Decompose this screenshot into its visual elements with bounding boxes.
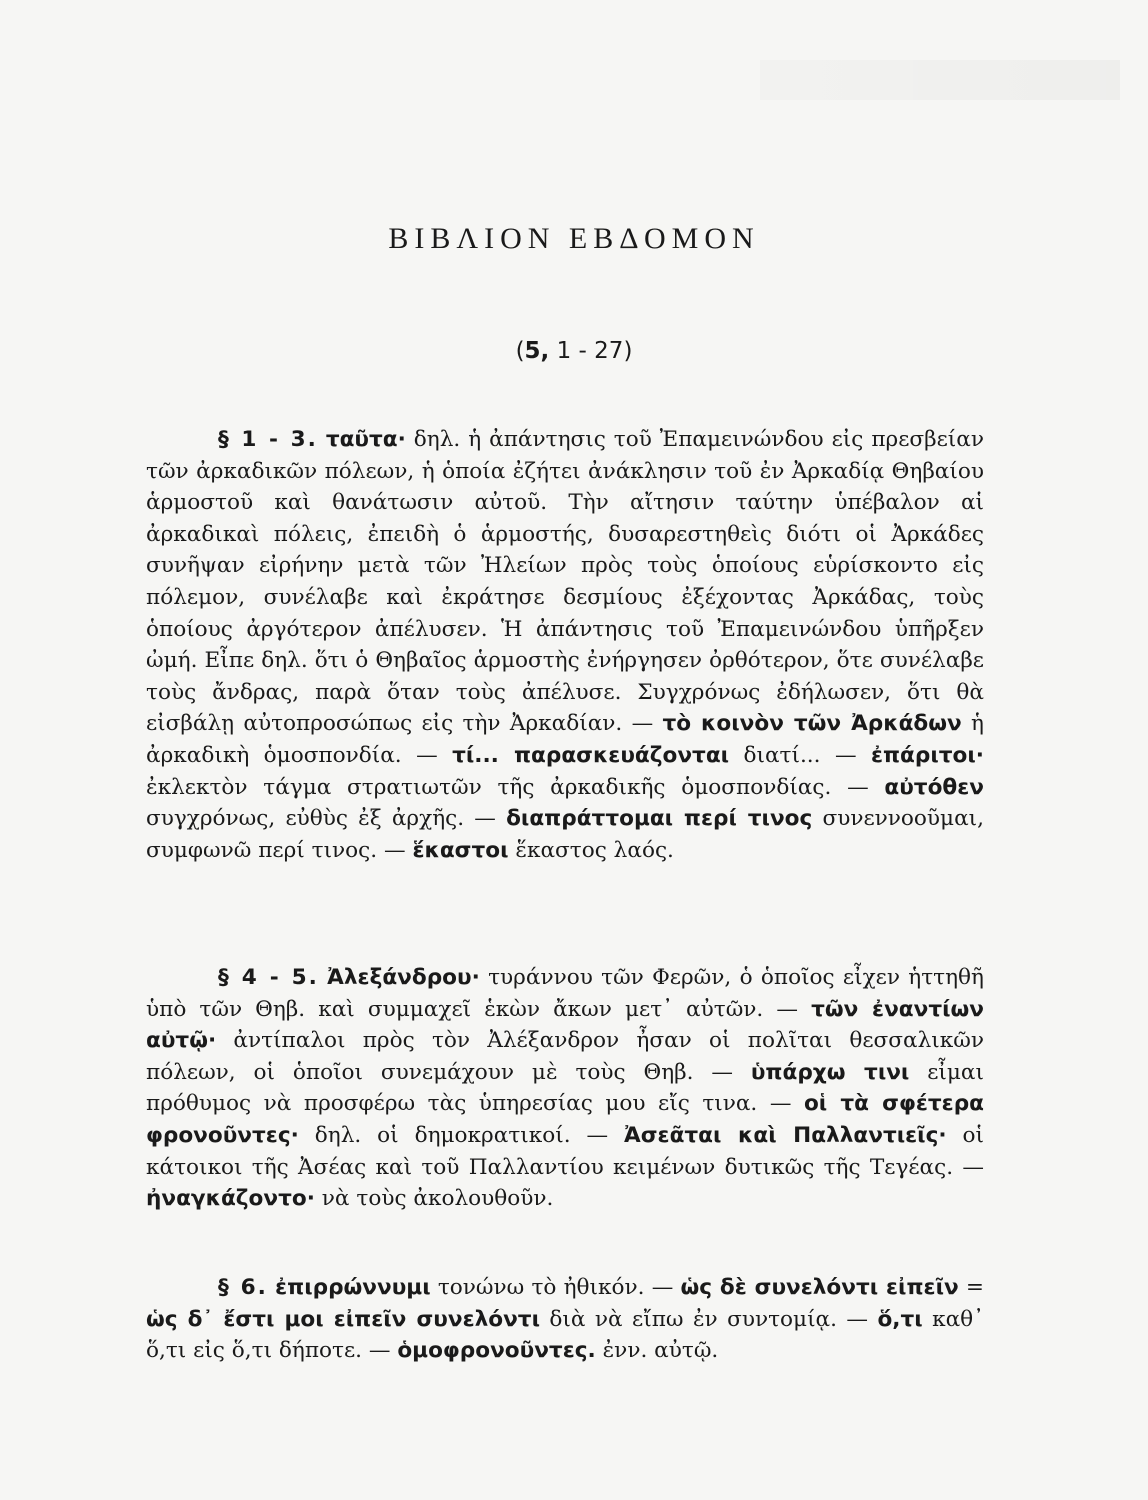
gloss: τονώνω τὸ ἠθικόν. — [430, 1275, 681, 1300]
lemma: ὡς δὲ συνελόντι εἰπεῖν [680, 1275, 959, 1300]
lemma: ὑπάρχω τινι [750, 1059, 910, 1085]
lemma: ταῦτα· [325, 427, 406, 452]
gloss: καθ᾽ ὅ,τι εἰς ὅ,τι δήποτε. — [146, 1306, 984, 1364]
chapter-range [0, 338, 1148, 364]
lemma: ἕκαστοι [412, 837, 509, 863]
gloss: οἱ κάτοικοι τῆς Ἀσέας καὶ τοῦ Παλλαντίου κειμένων δυτικῶς τῆς Τεγέας. — [146, 1122, 985, 1180]
gloss: ἐκλεκτὸν τάγμα στρατιωτῶν τῆς ἀρκαδικῆς ὁμοσπονδίας. — [146, 774, 885, 800]
lemma: αὐτόθεν [884, 774, 984, 800]
section-marker: § 1 - 3. [218, 427, 318, 452]
commentary-paragraph [146, 1272, 984, 1367]
gloss: ἡ ἀρκαδικὴ ὁμοσπονδία. — [146, 711, 984, 768]
gloss: συνεννοοῦμαι, συμφωνῶ περί τινος. — [146, 806, 985, 863]
bleed-through-shadow [760, 60, 1120, 100]
section-marker: § 4 - 5. [218, 965, 319, 990]
gloss: διατί... — [729, 742, 871, 768]
section-marker: § 6. [218, 1275, 268, 1300]
gloss: = [958, 1275, 985, 1300]
gloss: τυράννου τῶν Φερῶν, ὁ ὁποῖος εἶχεν ἡττηθῆ ὑπὸ τῶν Θηβ. καὶ συμμαχεῖ ἑκὼν ἄκων μετ᾽ αὐτῶν. — [146, 965, 984, 1022]
lemma: ἐπιρρώννυμι [275, 1275, 431, 1300]
gloss: ἀντίπαλοι πρὸς τὸν Ἀλέξανδρον ἦσαν οἱ πολῖται θεσσαλικῶν πόλεων, οἱ ὁποῖοι συνεμάχουν μὲ τοὺς Θηβ. — [146, 1028, 984, 1085]
page-title: ΒΙΒΛΙΟΝ ΕΒΔΟΜΟΝ [388, 222, 760, 255]
lemma: ὡς δ᾽ ἔστι μοι εἰπεῖν συνελόντι [146, 1306, 540, 1332]
lemma: ἠναγκάζοντο· [146, 1186, 315, 1212]
lemma: τῶν ἐναντίων αὐτῷ· [146, 996, 984, 1054]
commentary-paragraph [146, 962, 984, 1215]
gloss: εἶμαι πρόθυμος νὰ προσφέρω τὰς ὑπηρεσίας μου εἴς τινα. — [146, 1059, 984, 1117]
commentary-paragraph [146, 424, 984, 866]
lemma: Ἀλεξάνδρου· [327, 965, 480, 990]
lemma: ὅ,τι [877, 1306, 923, 1332]
lemma: ὁμοφρονοῦντες. [397, 1338, 596, 1364]
lemma: τί... παρασκευάζονται [452, 742, 730, 768]
range-open: ( [515, 338, 525, 364]
lemma: ἐπάριτοι· [870, 742, 984, 768]
lemma: Ἀσεᾶται καὶ Παλλαντιεῖς· [624, 1122, 947, 1148]
gloss: ἐνν. αὐτῷ. [595, 1338, 719, 1364]
gloss: συγχρόνως, εὐθὺς ἐξ ἀρχῆς. — [146, 806, 507, 832]
range-verses: 1 - 27 [549, 338, 624, 364]
gloss: νὰ τοὺς ἀκολουθοῦν. [314, 1186, 554, 1212]
range-close: ) [623, 338, 633, 364]
range-chapter: 5, [524, 338, 550, 364]
lemma: τὸ κοινὸν τῶν Ἀρκάδων [662, 711, 962, 737]
gloss: δηλ. ἡ ἀπάντησις τοῦ Ἐπαμεινώνδου εἰς πρεσβείαν τῶν ἀρκαδικῶν πόλεων, ἡ ὁποία ἐζήτει ἀνάκλησιν τοῦ ἐν Ἀρκαδίᾳ Θηβαίου ἁρμοστοῦ καὶ θανάτωσιν αὐτοῦ. Τὴν αἴτησιν ταύτην ὑπέβαλον αἱ ἀρκαδικαὶ πόλεις, ἐπειδὴ ὁ ἁρμοστής, δυσαρεστηθεὶς διότι οἱ Ἀρκάδες συνῆψαν εἰρήνην μετὰ τῶν Ἠλείων πρὸς τοὺς ὁποίους εὑρίσκοντο εἰς πόλεμον, συνέλαβε καὶ ἐκράτησε δεσμίους ἐξέχοντας Ἀρκάδας, τοὺς ὁποίους ἀργότερον ἀπέλυσεν. Ἡ ἀπάντησις τοῦ Ἐπαμεινώνδου ὑπῆρξεν ὠμή. Εἶπε δηλ. ὅτι ὁ Θηβαῖος ἁρμοστὴς ἐνήργησεν ὀρθότερον, ὅτε συνέλαβε τοὺς ἄνδρας, παρὰ ὅταν τοὺς ἀπέλυσε. Συγχρόνως ἐδήλωσεν, ὅτι θὰ εἰσβάλῃ αὐτοπροσώπως εἰς τὴν Ἀρκαδίαν. — [146, 427, 984, 737]
gloss: δηλ. οἱ δημοκρατικοί. — [298, 1122, 625, 1148]
gloss: ἕκαστος λαός. [508, 837, 674, 863]
gloss: διὰ νὰ εἴπω ἐν συντομίᾳ. — [540, 1306, 878, 1332]
lemma: διαπράττομαι περί τινος [506, 806, 813, 832]
lemma: οἱ τὰ σφέτερα φρονοῦντες· [146, 1091, 984, 1148]
